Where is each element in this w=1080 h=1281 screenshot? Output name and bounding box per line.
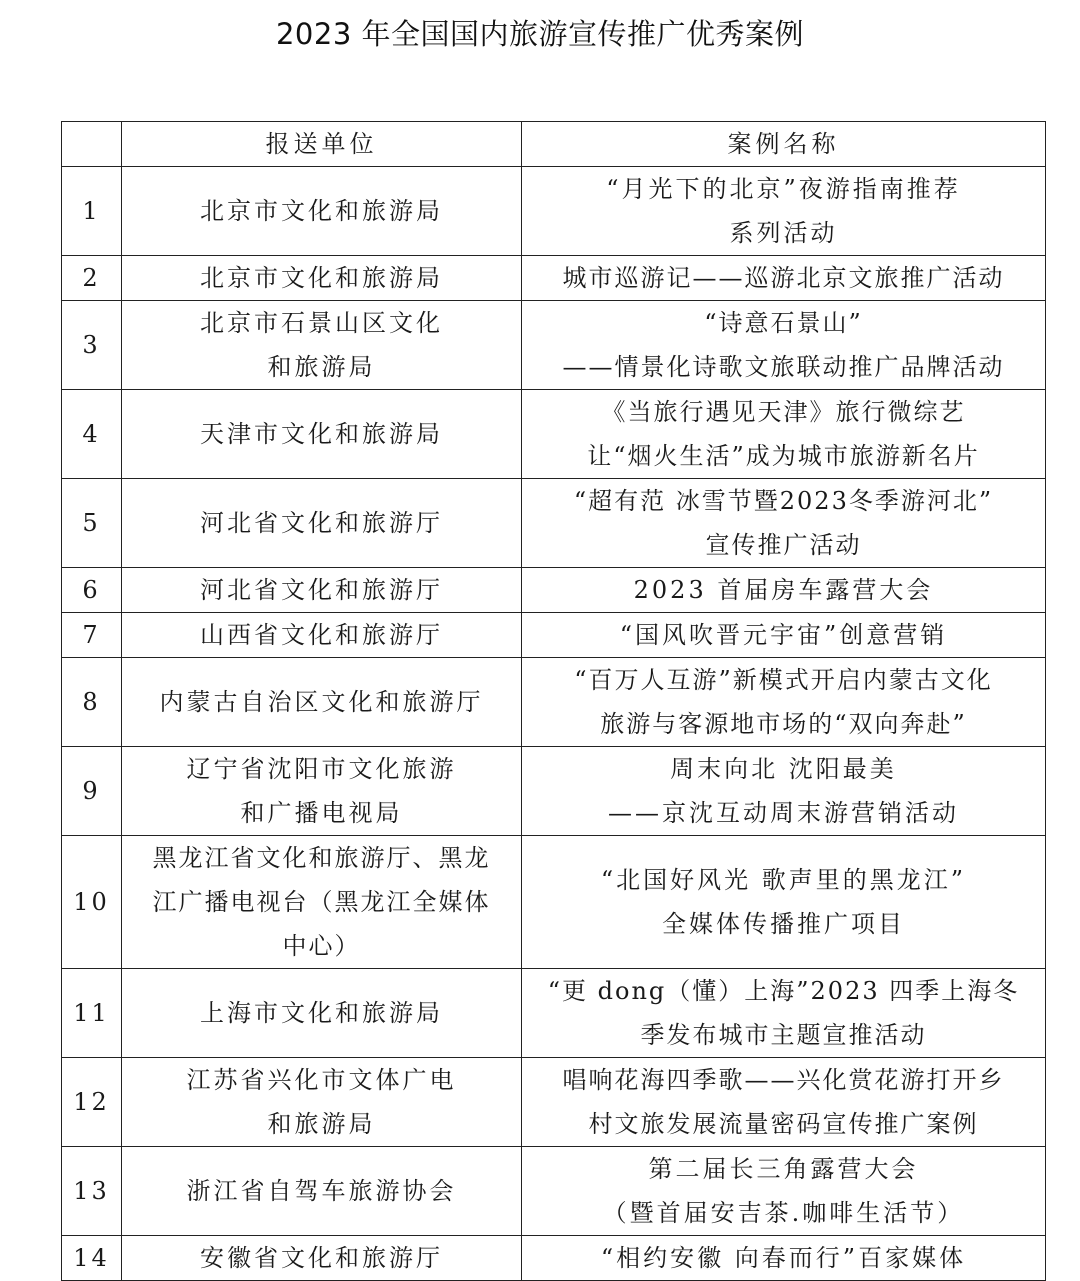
- row-number: 3: [62, 301, 122, 390]
- row-unit: 江苏省兴化市文体广电 和旅游局: [122, 1058, 522, 1147]
- table-row: [62, 390, 1046, 479]
- row-case: “相约安徽 向春而行”百家媒体: [522, 1236, 1046, 1281]
- table-row: [62, 256, 1046, 301]
- row-case: 周末向北 沈阳最美 ——京沈互动周末游营销活动: [522, 747, 1046, 836]
- row-unit: 北京市文化和旅游局: [122, 256, 522, 301]
- table-row: [62, 1236, 1046, 1281]
- row-unit: 天津市文化和旅游局: [122, 390, 522, 479]
- row-number: 13: [62, 1147, 122, 1236]
- header-number: [62, 122, 122, 167]
- table-row: [62, 969, 1046, 1058]
- page-title: 2023 年全国国内旅游宣传推广优秀案例: [275, 17, 805, 51]
- row-number: 10: [62, 836, 122, 969]
- row-unit: 安徽省文化和旅游厅: [122, 1236, 522, 1281]
- row-case: “诗意石景山” ——情景化诗歌文旅联动推广品牌活动: [522, 301, 1046, 390]
- row-case: “国风吹晋元宇宙”创意营销: [522, 613, 1046, 658]
- row-number: 4: [62, 390, 122, 479]
- row-unit: 北京市石景山区文化 和旅游局: [122, 301, 522, 390]
- row-unit: 山西省文化和旅游厅: [122, 613, 522, 658]
- table-row: [62, 301, 1046, 390]
- table-row: [62, 1058, 1046, 1147]
- table-row: [62, 613, 1046, 658]
- row-case: 2023 首届房车露营大会: [522, 568, 1046, 613]
- row-unit: 河北省文化和旅游厅: [122, 568, 522, 613]
- row-number: 5: [62, 479, 122, 568]
- table-row: [62, 658, 1046, 747]
- row-case: “月光下的北京”夜游指南推荐 系列活动: [522, 167, 1046, 256]
- header-unit: 报送单位: [122, 122, 522, 167]
- row-case: “更 dong（懂）上海”2023 四季上海冬 季发布城市主题宣推活动: [522, 969, 1046, 1058]
- table-row: [62, 568, 1046, 613]
- table-row: [62, 479, 1046, 568]
- row-unit: 北京市文化和旅游局: [122, 167, 522, 256]
- row-unit: 河北省文化和旅游厅: [122, 479, 522, 568]
- row-case: 第二届长三角露营大会 （暨首届安吉茶.咖啡生活节）: [522, 1147, 1046, 1236]
- row-unit: 浙江省自驾车旅游协会: [122, 1147, 522, 1236]
- row-number: 12: [62, 1058, 122, 1147]
- row-case: “北国好风光 歌声里的黑龙江” 全媒体传播推广项目: [522, 836, 1046, 969]
- table-row: [62, 747, 1046, 836]
- row-number: 1: [62, 167, 122, 256]
- row-case: 城市巡游记——巡游北京文旅推广活动: [522, 256, 1046, 301]
- row-number: 8: [62, 658, 122, 747]
- row-unit: 内蒙古自治区文化和旅游厅: [122, 658, 522, 747]
- row-unit: 上海市文化和旅游局: [122, 969, 522, 1058]
- row-case: “百万人互游”新模式开启内蒙古文化 旅游与客源地市场的“双向奔赴”: [522, 658, 1046, 747]
- row-number: 6: [62, 568, 122, 613]
- row-unit: 黑龙江省文化和旅游厅、黑龙 江广播电视台（黑龙江全媒体 中心）: [122, 836, 522, 969]
- row-number: 7: [62, 613, 122, 658]
- row-case: “超有范 冰雪节暨2023冬季游河北” 宣传推广活动: [522, 479, 1046, 568]
- row-case: 《当旅行遇见天津》旅行微综艺 让“烟火生活”成为城市旅游新名片: [522, 390, 1046, 479]
- header-case: 案例名称: [522, 122, 1046, 167]
- table-row: [62, 1147, 1046, 1236]
- table-header-row: [62, 122, 1046, 167]
- row-number: 14: [62, 1236, 122, 1281]
- row-number: 9: [62, 747, 122, 836]
- table-row: [62, 167, 1046, 256]
- table-row: [62, 836, 1046, 969]
- row-unit: 辽宁省沈阳市文化旅游 和广播电视局: [122, 747, 522, 836]
- row-number: 11: [62, 969, 122, 1058]
- cases-table: [61, 121, 1046, 1281]
- row-case: 唱响花海四季歌——兴化赏花游打开乡 村文旅发展流量密码宣传推广案例: [522, 1058, 1046, 1147]
- row-number: 2: [62, 256, 122, 301]
